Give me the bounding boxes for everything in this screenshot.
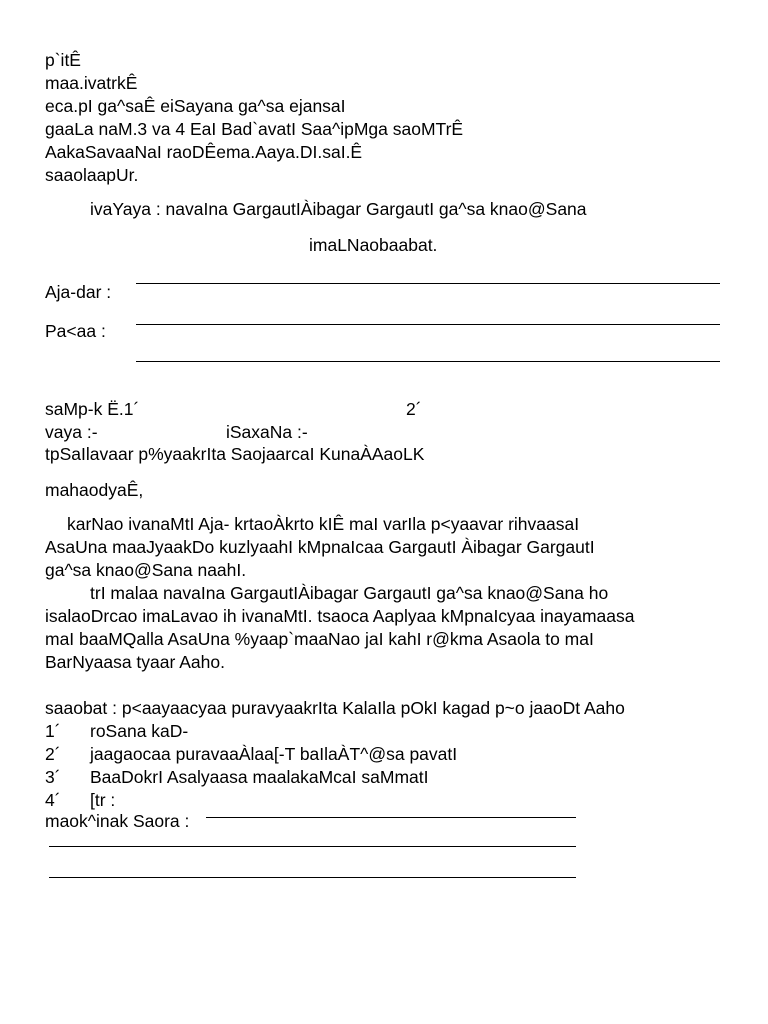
body-p2-line-2: isalaoDrcao imaLavao ih ivanaMtI. tsaoca Aaplyaa kMpnaIcyaa inayamaasa [45, 606, 635, 626]
address-line-blank-2 [136, 361, 720, 362]
enclosure-text-4: [tr : [90, 790, 116, 810]
body-p1-line-3: ga^sa knao@Sana naahI. [45, 560, 247, 580]
education-label: iSaxaNa :- [226, 422, 308, 442]
enclosure-text-3: BaaDokrI Asalyaasa maalakaMcaI saMmatI [90, 767, 429, 787]
remarks-line-2 [49, 877, 576, 878]
address-line-3: eca.pI ga^saÊ eiSayana ga^sa ejansaI [45, 96, 346, 116]
enclosure-num-3: 3´ [45, 767, 61, 787]
address-line-6: saaolaapUr. [45, 165, 139, 185]
salutation: mahaodyaÊ, [45, 480, 144, 500]
address-line-blank-1 [136, 324, 720, 325]
details-line: tpSaIlavaar p%yaakrIta SaojaarcaI KunaÀAaoLK [45, 444, 425, 464]
address-line-2: maa.ivatrkÊ [45, 73, 138, 93]
body-p2-line-4: BarNyaasa tyaar Aaho. [45, 652, 225, 672]
address-label: Pa<aa : [45, 321, 106, 341]
address-line-4: gaaLa naM.3 va 4 EaI Bad`avatI Saa^ipMga saoMTrÊ [45, 119, 464, 139]
address-line-5: AakaSavaaNaI raoDÊema.Aaya.DI.saI.Ê [45, 142, 363, 162]
body-p2-line-3: maI baaMQalla AsaUna %yaap`maaNao jaI kahI r@kma Asaola to maI [45, 629, 594, 649]
other-enclosure-line [206, 817, 576, 818]
enclosure-text-1: roSana kaD- [90, 721, 189, 741]
body-p1-line-1: karNao ivanaMtI Aja- krtaoÀkrto kIÊ maI varIla p<yaavar rihvaasaI [67, 514, 580, 534]
subject-line-1: ivaYaya : navaIna GargautIÀibagar GargautI ga^sa knao@Sana [90, 199, 587, 219]
address-line-1: p`itÊ [45, 50, 81, 70]
body-p1-line-2: AsaUna maaJyaakDo kuzlyaahI kMpnaIcaa GargautI Àibagar GargautI [45, 537, 595, 557]
enclosure-text-2: jaagaocaa puravaaÀlaa[-T baIlaÀT^@sa pavatI [90, 744, 458, 764]
subject-line-2: imaLNaobaabat. [309, 235, 438, 255]
applicant-label: Aja-dar : [45, 282, 112, 302]
enclosure-num-2: 2´ [45, 744, 61, 764]
applicant-line [136, 283, 720, 284]
phone-label: saMp-k Ë.1´ [45, 399, 140, 419]
body-p2-line-1: trI malaa navaIna GargautIÀibagar GargautI ga^sa knao@Sana ho [90, 583, 609, 603]
remarks-label: maok^inak Saora : [45, 811, 190, 831]
enclosures-heading: saaobat : p<aayaacyaa puravyaakrIta KalaIla pOkI kagad p~o jaaoDt Aaho [45, 698, 625, 718]
age-label: vaya :- [45, 422, 98, 442]
enclosure-num-1: 1´ [45, 721, 61, 741]
enclosure-num-4: 4´ [45, 790, 61, 810]
remarks-line-1 [49, 846, 576, 847]
phone2-label: 2´ [406, 399, 422, 419]
